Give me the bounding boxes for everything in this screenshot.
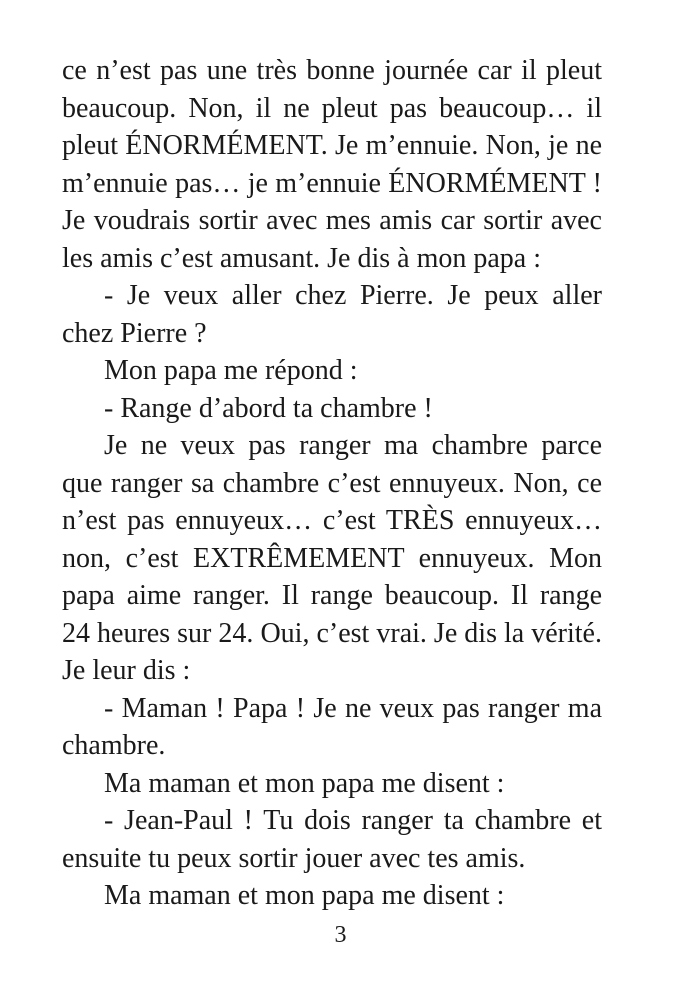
text-line: Je leur dis : — [62, 655, 191, 686]
text-line: Mon papa me répond : — [104, 355, 358, 386]
text-line: - Jean-Paul ! Tu dois ranger ta chambre et — [104, 805, 602, 836]
text-line: - Je veux aller chez Pierre. Je peux aller — [104, 280, 602, 311]
text-line: - Range d’abord ta chambre ! — [104, 392, 433, 424]
text-line: pleut ÉNORMÉMENT. Je m’ennuie. Non, je ne — [62, 130, 602, 161]
text-line: ensuite tu peux sortir jouer avec tes amis. — [62, 842, 526, 874]
text-line: que ranger sa chambre c’est ennuyeux. Non, ce — [62, 467, 602, 499]
text-line: Je ne veux pas ranger ma chambre parce — [104, 430, 602, 461]
text-line: Ma maman et mon papa me disent : — [104, 767, 505, 799]
text-line: non, c’est EXTRÊMEMENT ennuyeux. Mon — [62, 542, 602, 574]
text-line: - Maman ! Papa ! Je ne veux pas ranger ma — [104, 692, 602, 724]
text-line: chez Pierre ? — [62, 317, 207, 349]
text-line: les amis c’est amusant. Je dis à mon papa : — [62, 242, 541, 274]
text-line: ce n’est pas une très bonne journée car il pleut — [62, 55, 602, 86]
text-line: 24 heures sur 24. Oui, c’est vrai. Je dis la vérité. — [62, 617, 602, 649]
text-line: papa aime ranger. Il range beaucoup. Il range — [62, 580, 602, 611]
text-line: beaucoup. Non, il ne pleut pas beaucoup… il — [62, 92, 602, 124]
text-line: Ma maman et mon papa me disent : — [104, 880, 505, 911]
text-line: chambre. — [62, 730, 166, 761]
text-line: Je voudrais sortir avec mes amis car sortir avec — [62, 205, 602, 236]
text-line: n’est pas ennuyeux… c’est TRÈS ennuyeux… — [62, 505, 602, 536]
body-text — [62, 52, 602, 915]
page-number: 3 — [334, 922, 347, 948]
text-line: m’ennuie pas… je m’ennuie ÉNORMÉMENT ! — [62, 167, 602, 199]
